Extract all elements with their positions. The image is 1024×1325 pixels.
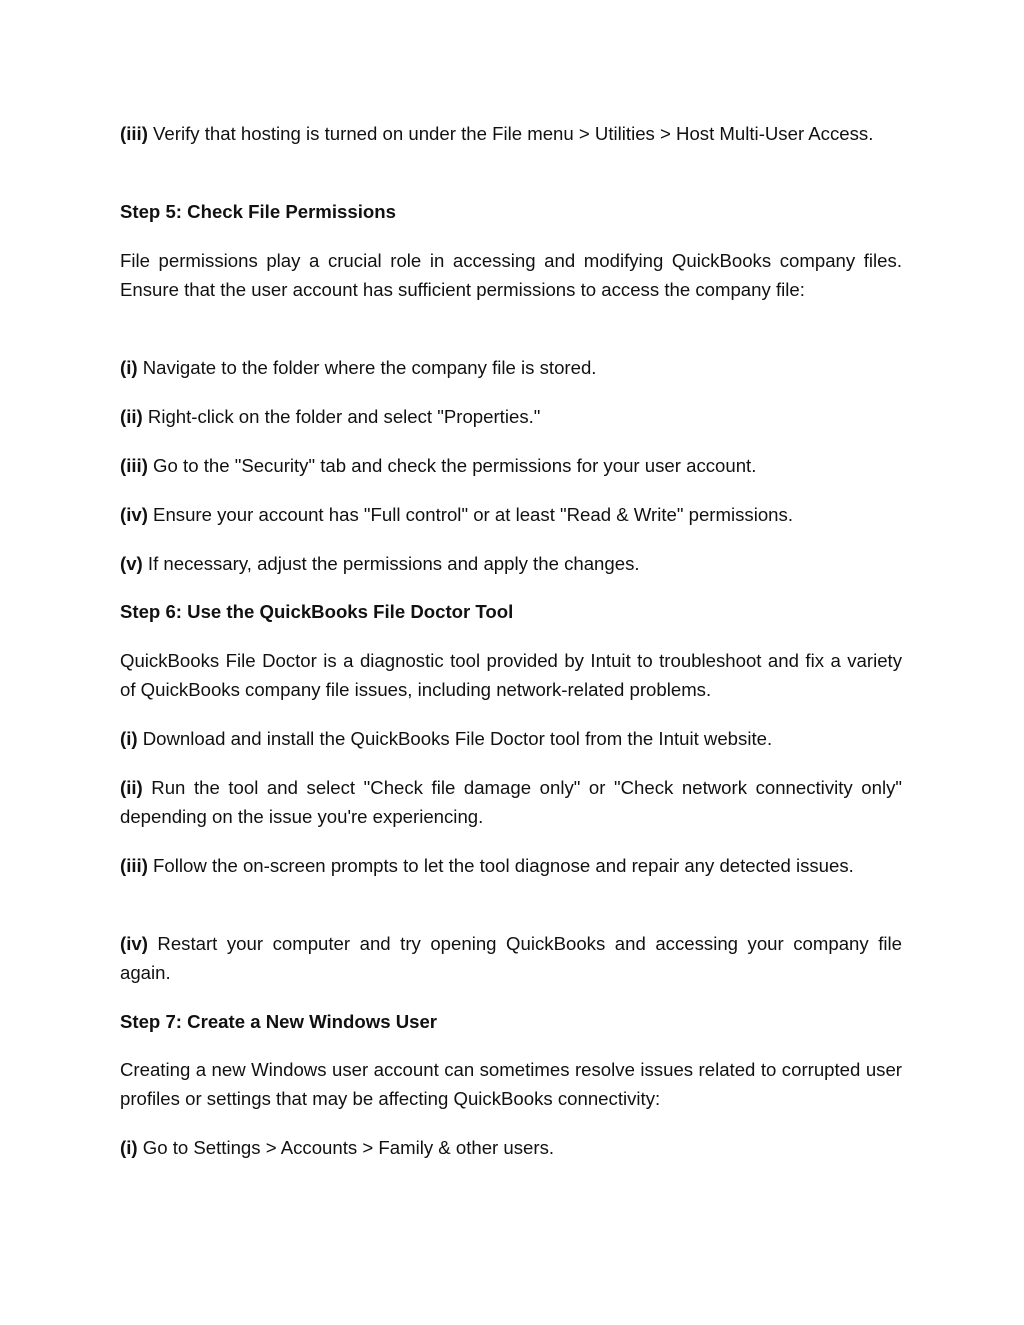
item-marker: (ii)	[120, 406, 143, 427]
item-text: Right-click on the folder and select "Properties."	[142, 406, 541, 427]
list-item	[120, 402, 902, 431]
list-item	[120, 500, 902, 529]
section-heading: Step 5: Check File Permissions	[120, 201, 396, 222]
list-item	[120, 773, 902, 831]
item-text: Navigate to the folder where the company file is stored.	[137, 357, 597, 378]
item-text: Follow the on-screen prompts to let the tool diagnose and repair any detected issues.	[147, 855, 854, 876]
paragraph: QuickBooks File Doctor is a diagnostic tool provided by Intuit to troubleshoot and fix a variety of QuickBooks company file issues, including network-related problems.	[120, 650, 902, 700]
item-marker: (iii)	[120, 123, 148, 144]
section-heading: Step 6: Use the QuickBooks File Doctor Tool	[120, 601, 514, 622]
item-marker: (iv)	[120, 504, 148, 525]
item-text: Verify that hosting is turned on under the File menu > Utilities > Host Multi-User Access.	[147, 123, 874, 144]
item-marker: (ii)	[120, 777, 143, 798]
item-text: Ensure your account has "Full control" or at least "Read & Write" permissions.	[147, 504, 793, 525]
item-marker: (iv)	[120, 933, 148, 954]
item-marker: (v)	[120, 553, 143, 574]
list-item	[120, 353, 902, 382]
item-marker: (i)	[120, 357, 138, 378]
paragraph: File permissions play a crucial role in accessing and modifying QuickBooks company files. Ensure that the user account has sufficient permissions to access the company file:	[120, 250, 902, 300]
list-item	[120, 119, 902, 148]
list-item	[120, 1133, 902, 1162]
item-text: Restart your computer and try opening QuickBooks and accessing your company file again.	[120, 933, 902, 983]
list-item	[120, 929, 902, 987]
list-item	[120, 451, 902, 480]
item-text: Go to the "Security" tab and check the permissions for your user account.	[147, 455, 757, 476]
list-item	[120, 851, 902, 880]
item-text: Download and install the QuickBooks File Doctor tool from the Intuit website.	[137, 728, 773, 749]
item-marker: (iii)	[120, 855, 148, 876]
paragraph: Creating a new Windows user account can sometimes resolve issues related to corrupted user profiles or settings that may be affecting QuickBooks connectivity:	[120, 1059, 902, 1109]
item-marker: (i)	[120, 1137, 138, 1158]
list-item	[120, 724, 902, 753]
item-text: If necessary, adjust the permissions and apply the changes.	[142, 553, 640, 574]
section-heading: Step 7: Create a New Windows User	[120, 1011, 438, 1032]
list-item	[120, 549, 902, 578]
item-text: Go to Settings > Accounts > Family & other users.	[137, 1137, 555, 1158]
item-text: Run the tool and select "Check file damage only" or "Check network connectivity only" depending on the issue you're experiencing.	[120, 777, 902, 827]
item-marker: (iii)	[120, 455, 148, 476]
item-marker: (i)	[120, 728, 138, 749]
